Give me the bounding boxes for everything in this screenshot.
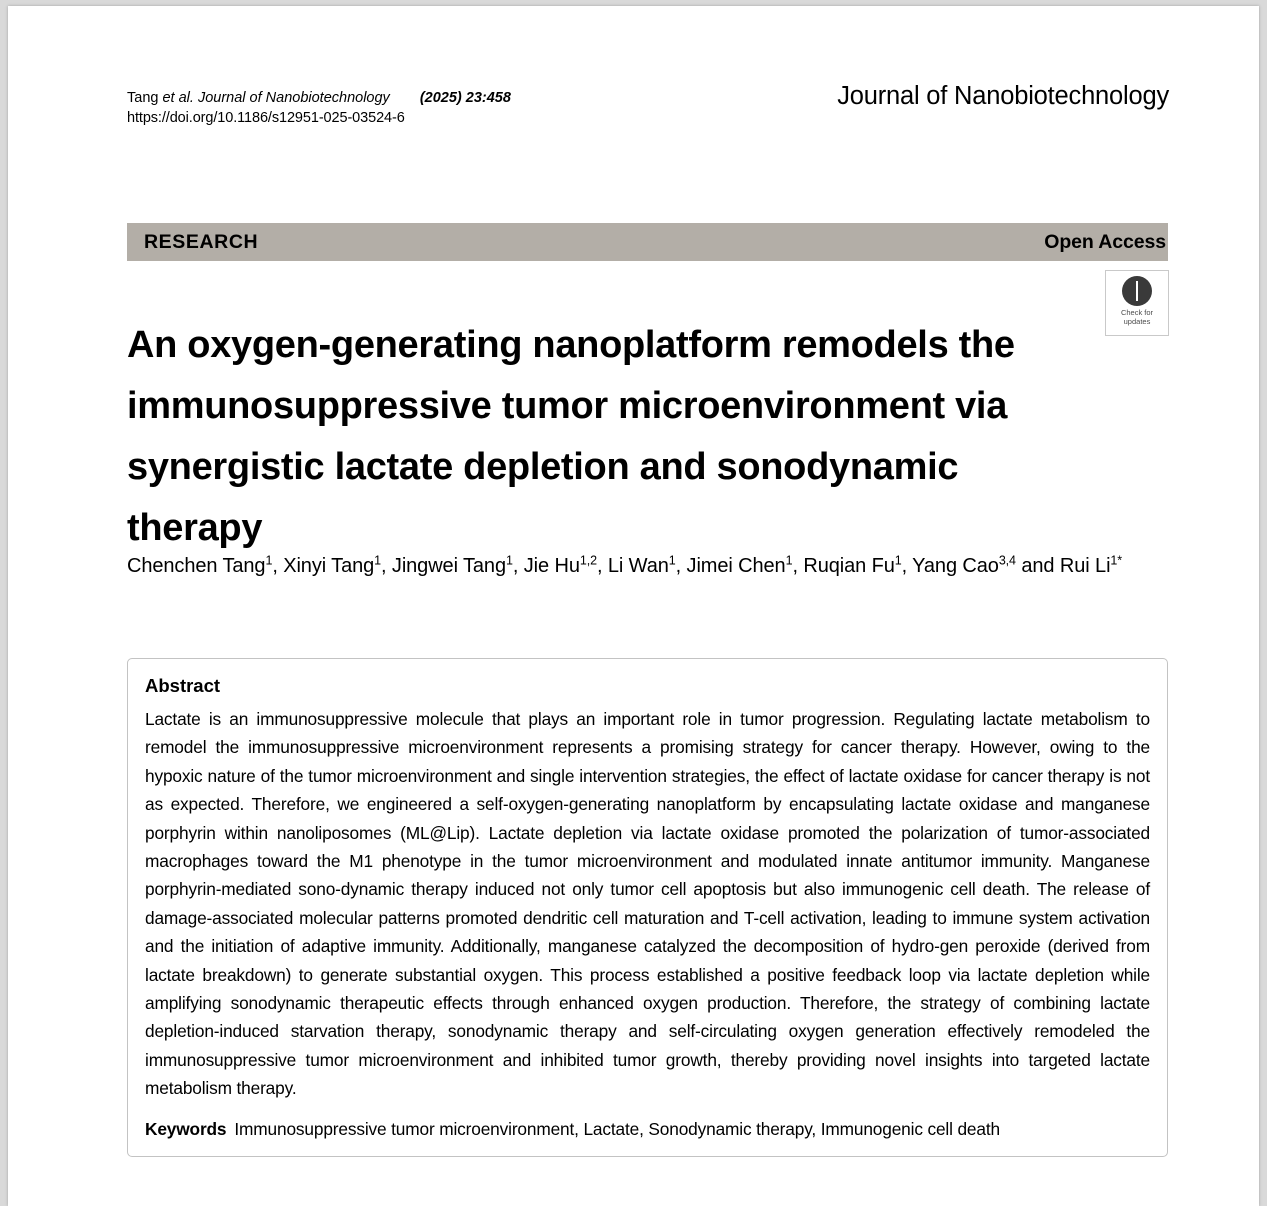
open-access-label: Open Access (1044, 231, 1166, 253)
crossmark-line2: updates (1123, 317, 1151, 326)
article-type-label: RESEARCH (144, 231, 259, 253)
doi-link[interactable]: https://doi.org/10.1186/s12951-025-03524-6 (127, 110, 405, 126)
running-head-left: Tang et al. Journal of Nanobiotechnology (2025) 23:458 https://doi.org/10.1186/s12951-025-03524-6 (127, 90, 511, 126)
page-title: An oxygen-generating nanoplatform remodels the immunosuppressive tumor microenvironment via synergistic lactate depletion and sonodynamic therapy (127, 324, 1015, 550)
abstract-body: Lactate is an immunosuppressive molecule that plays an important role in tumor progression. Regulating lactate metabolism to remodel the immunosuppressive microenvironment represents a promising strategy for cancer therapy. However, owing to the hypoxic nature of the tumor microenvironment and single intervention strategies, the effect of lactate oxidase for cancer therapy is not as expected. Therefore, we engineered a self-oxygen-generating nanoplatform by encapsulating lactate oxidase and manganese porphyrin within nanoliposomes (ML@Lip). Lactate depletion via lactate oxidase promoted the polarization of tumor-associated macrophages toward the M1 phenotype in the tumor microenvironment and modulated innate antitumor immunity. Manganese porphyrin-mediated sono-dynamic therapy induced not only tumor cell apoptosis but also immunogenic cell death. The release of damage-associated molecular patterns promoted dendritic cell maturation and T-cell activation, leading to immune system activation and the initiation of adaptive immunity. Additionally, manganese catalyzed the decomposition of hydro-gen peroxide (derived from lactate breakdown) to generate substantial oxygen. This process established a positive feedback loop via lactate depletion while amplifying sonodynamic therapeutic effects through enhanced oxygen production. Therefore, the strategy of combining lactate depletion-induced starvation therapy, sonodynamic therapy and self-circulating oxygen generation effectively remodeled the immunosuppressive tumor microenvironment and inhibited tumor growth, thereby providing novel insights into targeted lactate metabolism therapy. (145, 709, 1150, 1099)
running-head-volume: (2025) 23:458 (419, 90, 511, 106)
crossmark-badge[interactable] (1105, 270, 1169, 336)
journal-title: Journal of Nanobiotechnology (837, 82, 1169, 110)
author-list: Chenchen Tang$^1$, Xinyi Tang$^1$, Jingwei Tang$^1$, Jie Hu$^{1,2}$, Li Wan$^1$, Jimei Chen$^1$, Ruqian Fu$^1$, Yang Cao$^{3,4}$ and Rui $Li^{1*}$ (127, 553, 1123, 577)
crossmark-line1: Check for (1120, 308, 1154, 317)
paper-page (8, 6, 1259, 1206)
abstract-heading: Abstract (145, 675, 221, 696)
keywords-row (145, 1116, 1150, 1142)
keywords-label: Keywords (145, 1118, 227, 1139)
crossmark-icon (1122, 276, 1152, 306)
article-type-bar (127, 223, 1168, 261)
keywords-list: Immunosuppressive tumor microenvironment, Lactate, Sonodynamic therapy, Immunogenic cell death (234, 1118, 1000, 1139)
running-head-citation-line: Tang (127, 90, 163, 106)
abstract-section (127, 658, 1168, 1157)
